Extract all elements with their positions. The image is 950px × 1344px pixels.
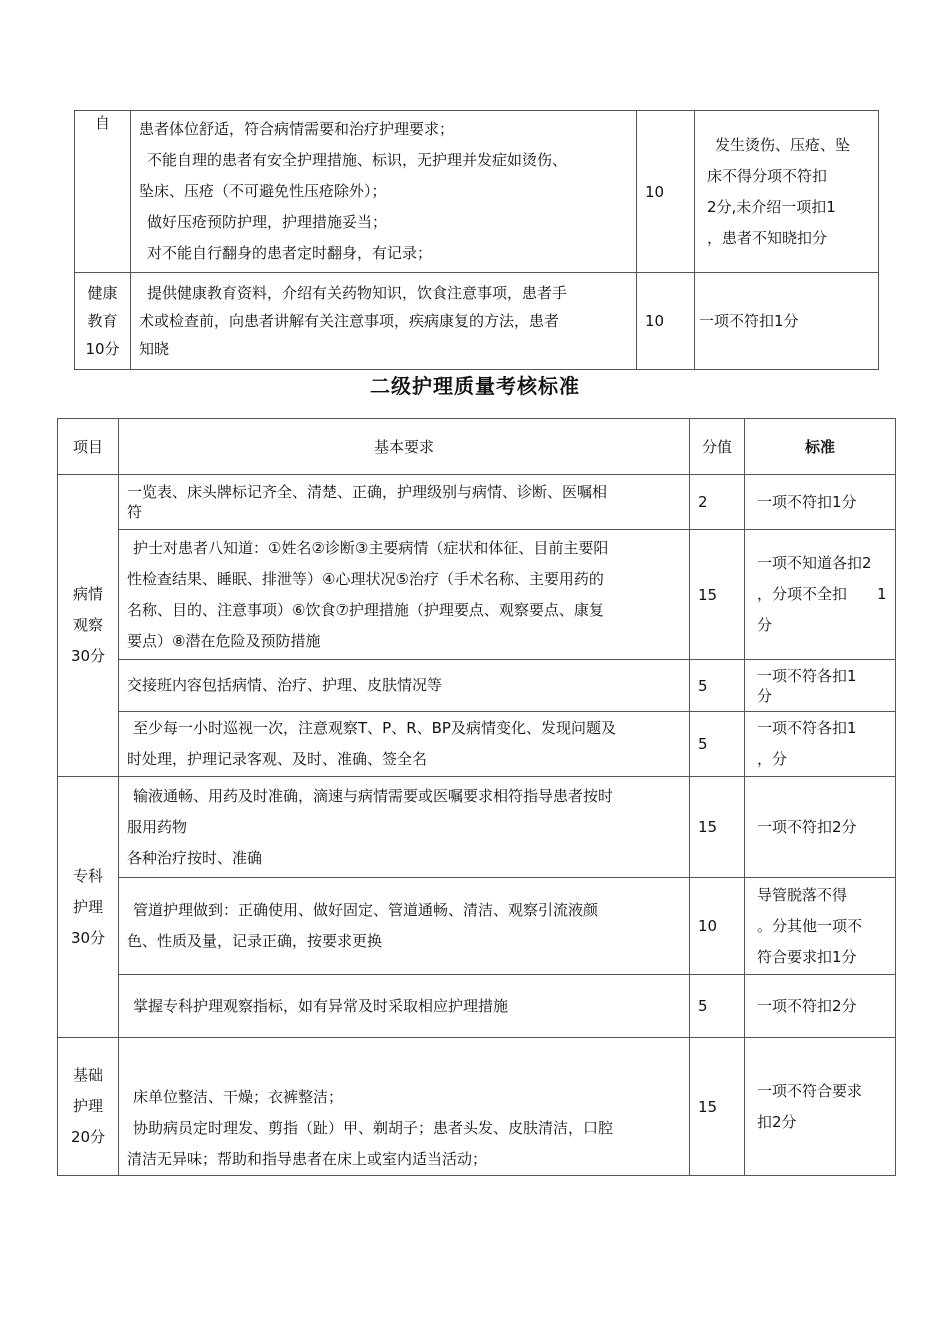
requirement-line: 协助病员定时理发、剪指（趾）甲、剃胡子；患者头发、皮肤清洁，口腔 [133, 1119, 614, 1137]
score-cell [637, 273, 695, 370]
requirements-cell [119, 975, 690, 1038]
standard-line: 2分,未介绍一项扣1 [707, 197, 836, 216]
item-label: 专科 [72, 866, 103, 885]
score-cell [637, 111, 695, 273]
item-cell [75, 111, 131, 273]
requirements-cell [131, 273, 637, 370]
table-row [58, 975, 896, 1038]
table-row [75, 273, 879, 370]
item-label: 10分 [85, 340, 120, 358]
standard-cell: 一项不符各扣1 ，分 [745, 712, 896, 777]
item-label: 20分 [70, 1128, 106, 1146]
requirement-line: 色、性质及量，记录正确，按要求更换 [127, 932, 383, 950]
table-row [58, 878, 896, 975]
standard-cell: 一项不符扣1分 [745, 475, 896, 530]
score-cell: 10 [690, 878, 745, 975]
requirements-cell [131, 111, 637, 273]
header-score: 分值 [690, 419, 745, 475]
header-item: 项目 [58, 419, 119, 475]
item-label: 30分 [70, 647, 106, 665]
table-row [58, 777, 896, 878]
requirement-line: 清洁无异味；帮助和指导患者在床上或室内适当活动； [127, 1150, 488, 1168]
requirements-cell [119, 712, 690, 777]
table-row [58, 530, 896, 660]
page-title: 二级护理质量考核标准 [370, 374, 580, 398]
requirement-line: 各种治疗按时、准确 [127, 848, 263, 867]
table-row [75, 111, 879, 273]
table-row [58, 1038, 896, 1176]
score-cell: 15 [690, 777, 745, 878]
standard-cell: 导管脱落不得 。分其他一项不 符合要求扣1分 [745, 878, 896, 975]
requirement-line: 性检查结果、睡眠、排泄等）④心理状况⑤治疗（手术名称、主要用药的 [127, 569, 604, 588]
requirement-line: 坠床、压疮（不可避免性压疮除外）； [139, 182, 387, 200]
top-table [74, 110, 879, 370]
requirement-line: 服用药物 [127, 817, 188, 836]
requirement-line: 床单位整洁、干燥；衣裤整洁； [133, 1088, 344, 1106]
requirements-cell [119, 777, 690, 878]
item-label: 观察 [72, 616, 103, 634]
standard-cell: 一项不知道各扣2 ，分项不全扣 1 分 [745, 530, 896, 660]
requirement-line: 术或检查前，向患者讲解有关注意事项，疾病康复的方法，患者 [139, 312, 560, 330]
table-row [58, 660, 896, 712]
standard-cell [695, 273, 879, 370]
requirement-line: 名称、目的、注意事项）⑥饮食⑦护理措施（护理要点、观察要点、康复 [127, 600, 604, 619]
item-cell [58, 777, 119, 1038]
requirement-line: 掌握专科护理观察指标，如有异常及时采取相应护理措施 [133, 996, 509, 1015]
requirement-line: 对不能自行翻身的患者定时翻身，有记录； [147, 244, 433, 262]
main-table [57, 418, 896, 1176]
header-standard: 标准 [745, 419, 896, 475]
requirement-line: 一览表、床头牌标记齐全、清楚、正确，护理级别与病情、诊断、医嘱相 [127, 483, 608, 501]
score-cell: 15 [690, 1038, 745, 1176]
requirement-line: 符 [127, 503, 143, 521]
requirement-line: 患者体位舒适，符合病情需要和治疗护理要求； [139, 120, 455, 138]
requirement-line: 输液通畅、用药及时准确，滴速与病情需要或医嘱要求相符指导患者按时 [133, 786, 614, 805]
item-cell [75, 273, 131, 370]
requirements-cell [119, 660, 690, 712]
requirements-cell [119, 530, 690, 660]
table-row [58, 712, 896, 777]
item-cell [58, 475, 119, 777]
requirement-line: 做好压疮预防护理，护理措施妥当； [147, 213, 388, 231]
item-label: 护理 [72, 1097, 103, 1115]
item-label: 健康 [87, 284, 118, 302]
requirement-line: 交接班内容包括病情、治疗、护理、皮肤情况等 [127, 676, 443, 694]
requirement-line: 护士对患者八知道：①姓名②诊断③主要病情（症状和体征、目前主要阳 [133, 538, 609, 557]
item-label: 基础 [72, 1066, 103, 1084]
score-value: 10 [645, 182, 665, 201]
score-cell: 15 [690, 530, 745, 660]
standard-cell: 一项不符各扣1 分 [745, 660, 896, 712]
score-cell: 5 [690, 712, 745, 777]
requirement-line: 知晓 [139, 340, 170, 358]
score-cell: 5 [690, 975, 745, 1038]
score-value: 10 [645, 312, 665, 330]
item-label: 30分 [70, 928, 106, 947]
standard-line: 床不得分项不符扣 [707, 166, 828, 185]
requirement-line: 不能自理的患者有安全护理措施、标识，无护理并发症如烫伤、 [147, 151, 568, 169]
standard-line: 发生烫伤、压疮、坠 [715, 135, 851, 154]
requirement-line: 管道护理做到：正确使用、做好固定、管道通畅、清洁、观察引流液颜 [133, 901, 599, 919]
header-requirements: 基本要求 [119, 419, 690, 475]
item-label: 病情 [72, 585, 103, 603]
standard-cell: 一项不符合要求 扣2分 [745, 1038, 896, 1176]
requirements-cell [119, 475, 690, 530]
standard-cell: 一项不符扣2分 [745, 777, 896, 878]
standard-line: 一项不符扣1分 [699, 311, 799, 330]
requirement-line: 时处理，护理记录客观、及时、准确、签全名 [127, 750, 428, 768]
requirement-line: 至少每一小时巡视一次，注意观察T、P、R、BP及病情变化、发现问题及 [133, 719, 616, 737]
item-cell [58, 1038, 119, 1176]
item-label: 自 [94, 114, 110, 132]
score-cell: 2 [690, 475, 745, 530]
requirements-cell [119, 878, 690, 975]
standard-cell [695, 111, 879, 273]
standard-cell: 一项不符扣2分 [745, 975, 896, 1038]
requirement-line: 提供健康教育资料，介绍有关药物知识，饮食注意事项，患者手 [147, 284, 568, 302]
table-row [58, 475, 896, 530]
requirement-line: 要点）⑧潜在危险及预防措施 [127, 631, 321, 650]
requirements-cell [119, 1038, 690, 1176]
table-header-row [58, 419, 896, 475]
standard-line: ，患者不知晓扣分 [707, 228, 828, 247]
item-label: 护理 [72, 897, 103, 916]
score-cell: 5 [690, 660, 745, 712]
item-label: 教育 [87, 312, 118, 330]
